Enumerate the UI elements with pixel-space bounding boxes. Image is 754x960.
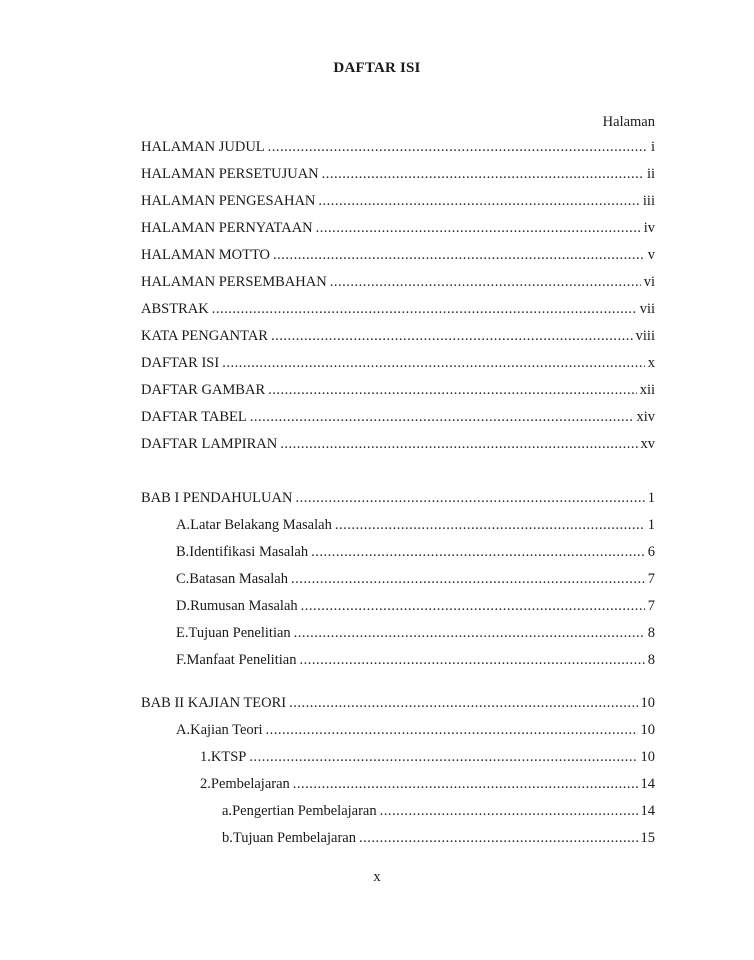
dot-leader — [322, 166, 644, 183]
subsection-entry — [200, 776, 655, 796]
toc-entry-page: iv — [643, 220, 655, 236]
dot-leader — [289, 695, 637, 712]
subsubsection-entry — [222, 830, 655, 850]
toc-entry-label: ABSTRAK — [141, 301, 209, 317]
section-entry — [176, 544, 655, 564]
toc-entry-label: HALAMAN PERNYATAAN — [141, 220, 313, 236]
section-entry — [176, 598, 655, 618]
toc-entry — [141, 355, 655, 375]
section-marker: B. — [176, 544, 190, 560]
toc-entry-page: ii — [646, 166, 655, 182]
section-marker: C. — [176, 571, 190, 587]
dot-leader — [311, 544, 645, 561]
dot-leader — [250, 409, 634, 426]
subsection-marker: 2. — [200, 776, 211, 792]
toc-entry-label: HALAMAN JUDUL — [141, 139, 265, 155]
dot-leader — [266, 722, 638, 739]
subsection-page: 10 — [640, 749, 655, 765]
toc-entry-page: xv — [640, 436, 655, 452]
section-entry — [176, 722, 655, 742]
dot-leader — [268, 139, 648, 156]
section-marker: A. — [176, 722, 191, 738]
section-entry — [176, 517, 655, 537]
toc-entry — [141, 193, 655, 213]
subsubsection-marker: a. — [222, 803, 233, 819]
dot-leader — [299, 652, 644, 669]
section-entry — [176, 625, 655, 645]
page-number: x — [373, 869, 381, 885]
section-entry — [176, 571, 655, 591]
toc-entry — [141, 139, 655, 159]
subsection-marker: 1. — [200, 749, 211, 765]
section-page: 8 — [647, 652, 655, 668]
chapter-entry — [141, 695, 655, 715]
dot-leader — [249, 749, 637, 766]
toc-entry-page: vi — [643, 274, 655, 290]
chapter-page: 10 — [640, 695, 655, 711]
toc-entry-label: DAFTAR TABEL — [141, 409, 247, 425]
toc-entry-page: iii — [642, 193, 655, 209]
toc-entry — [141, 436, 655, 456]
section-marker: F. — [176, 652, 187, 668]
subsubsection-label: Pengertian Pembelajaran — [232, 803, 377, 819]
toc-entry — [141, 328, 655, 348]
subsubsection-marker: b. — [222, 830, 233, 846]
subsection-page: 14 — [640, 776, 655, 792]
section-page: 7 — [647, 571, 655, 587]
section-label: Batasan Masalah — [189, 571, 288, 587]
dot-leader — [318, 193, 640, 210]
chapter-label: BAB II KAJIAN TEORI — [141, 695, 287, 711]
dot-leader — [294, 625, 645, 642]
subsubsection-page: 14 — [640, 803, 655, 819]
section-label: Rumusan Masalah — [190, 598, 298, 614]
chapter-label: BAB I PENDAHULUAN — [141, 490, 293, 506]
dot-leader — [301, 598, 645, 615]
toc-entry-page: viii — [635, 328, 655, 344]
toc-entry — [141, 166, 655, 186]
section-page: 8 — [647, 625, 655, 641]
toc-entry-page: v — [647, 247, 655, 263]
subsubsection-page: 15 — [640, 830, 655, 846]
toc-entry — [141, 301, 655, 321]
page-title: DAFTAR ISI — [333, 60, 421, 76]
toc-entry-label: DAFTAR LAMPIRAN — [141, 436, 278, 452]
section-label: Latar Belakang Masalah — [190, 517, 332, 533]
section-label: Manfaat Penelitian — [186, 652, 297, 668]
dot-leader — [212, 301, 637, 318]
subsection-label: Pembelajaran — [210, 776, 290, 792]
section-page: 7 — [647, 598, 655, 614]
toc-entry-page: xii — [639, 382, 655, 398]
subsubsection-label: Tujuan Pembelajaran — [232, 830, 356, 846]
dot-leader — [222, 355, 645, 372]
section-page: 6 — [647, 544, 655, 560]
dot-leader — [295, 490, 644, 507]
toc-entry-page: xiv — [636, 409, 655, 425]
toc-entry-label: DAFTAR ISI — [141, 355, 220, 371]
dot-leader — [271, 328, 633, 345]
toc-entry-label: HALAMAN MOTTO — [141, 247, 271, 263]
toc-entry — [141, 247, 655, 267]
chapter-page: 1 — [647, 490, 655, 506]
toc-entry-page: vii — [639, 301, 655, 317]
dot-leader — [293, 776, 638, 793]
dot-leader — [316, 220, 641, 237]
toc-entry-label: DAFTAR GAMBAR — [141, 382, 266, 398]
toc-entry-page: i — [650, 139, 655, 155]
subsection-entry — [200, 749, 655, 769]
dot-leader — [268, 382, 637, 399]
toc-entry-label: HALAMAN PERSEMBAHAN — [141, 274, 327, 290]
subsection-label: KTSP — [210, 749, 247, 765]
dot-leader — [273, 247, 645, 264]
toc-entry-label: HALAMAN PENGESAHAN — [141, 193, 316, 209]
section-entry — [176, 652, 655, 672]
toc-entry — [141, 382, 655, 402]
toc-entry-label: HALAMAN PERSETUJUAN — [141, 166, 319, 182]
section-page: 1 — [647, 517, 655, 533]
toc-entry-page: x — [647, 355, 655, 371]
section-label: Tujuan Penelitian — [188, 625, 291, 641]
toc-entry — [141, 220, 655, 240]
section-marker: E. — [176, 625, 189, 641]
section-page: 10 — [640, 722, 655, 738]
dot-leader — [291, 571, 645, 588]
dot-leader — [280, 436, 637, 453]
dot-leader — [380, 803, 638, 820]
dot-leader — [335, 517, 645, 534]
section-marker: D. — [176, 598, 191, 614]
toc-entry — [141, 274, 655, 294]
toc-entry — [141, 409, 655, 429]
section-label: Identifikasi Masalah — [189, 544, 309, 560]
toc-entry-label: KATA PENGANTAR — [141, 328, 268, 344]
dot-leader — [330, 274, 641, 291]
page-column-header: Halaman — [602, 114, 655, 130]
dot-leader — [359, 830, 638, 847]
section-label: Kajian Teori — [190, 722, 263, 738]
section-marker: A. — [176, 517, 191, 533]
chapter-entry — [141, 490, 655, 510]
subsubsection-entry — [222, 803, 655, 823]
